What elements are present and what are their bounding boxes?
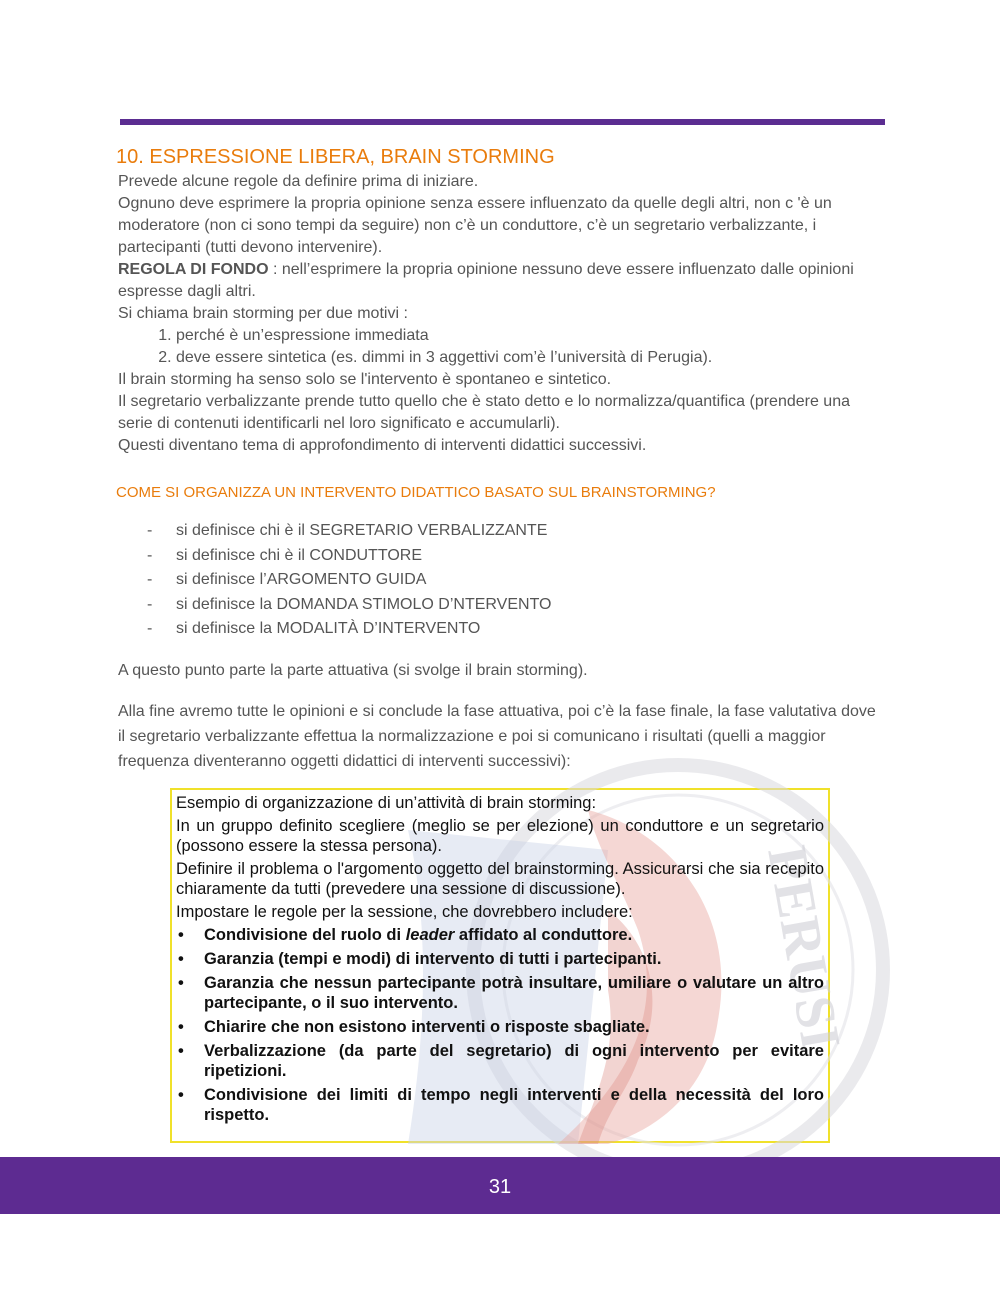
list-item: • Condivisione dei limiti di tempo negli interventi e della necessità del loro rispetto. [178,1086,824,1124]
header-rule [120,119,885,125]
list-item: • Verbalizzazione (da parte del segretario) di ogni intervento per evitare ripetizioni. [178,1042,824,1080]
phase-paragraph: A questo punto parte la parte attuativa (si svolge il brain storming). [118,661,588,679]
rule-text: : nell’esprimere la propria opinione nessuno deve essere influenzato dalle opinioni espresse dagli altri. [118,261,854,300]
spontaneity-paragraph: Il brain storming ha senso solo se l'intervento è spontaneo e sintetico. [118,371,612,388]
example-line: In un gruppo definito scegliere (meglio se per elezione) un conduttore e un segretario (possono essere la stessa persona). [176,817,824,855]
list-item: 2. deve essere sintetica (es. dimmi in 3 aggettivi com’è l’università di Perugia). [176,347,884,369]
list-item: - si definisce l’ARGOMENTO GUIDA [118,568,884,593]
list-item: 1. perché è un’espressione immediata [176,325,884,347]
page-number: 31 [488,1176,512,1198]
dash-marker: - [147,522,153,539]
bullet-marker: • [178,1042,184,1060]
bullet-marker: • [178,950,184,968]
example-box [170,788,852,1143]
example-text [176,793,824,1125]
topics-paragraph: Questi diventano tema di approfondimento di interventi didattici successivi. [118,437,647,454]
dash-marker: - [147,571,153,588]
leader-emphasis: leader [405,926,455,944]
bullet-marker: • [178,974,184,992]
organize-heading: COME SI ORGANIZZA UN INTERVENTO DIDATTICO BASATO SUL BRAINSTORMING? [116,484,716,501]
example-heading: Esempio di organizzazione di un’attività di brain storming: [176,794,597,812]
seal-watermark-text: PERUSI [755,841,852,1055]
list-item: • Garanzia che nessun partecipante potrà insultare, umiliare o valutare un altro partecipante, o il suo intervento. [178,974,824,1012]
bullet-marker: • [178,1086,184,1104]
list-item: • Garanzia (tempi e modi) di intervento di tutti i partecipanti. [178,950,662,968]
rule-label: REGOLA DI FONDO [118,261,269,278]
steps-list [118,519,884,642]
list-item: - si definisce chi è il CONDUTTORE [118,544,884,569]
section-title: 10. ESPRESSIONE LIBERA, BRAIN STORMING [116,146,555,168]
example-line: Impostare le regole per la sessione, che dovrebbero includere: [176,903,633,921]
example-line: Definire il problema o l'argomento oggetto del brainstorming. Assicurarsi che sia recepito chiaramente da tutti (prevedere una sessione di discussione). [176,860,824,898]
intro-paragraph: Prevede alcune regole da definire prima di iniziare. [118,173,479,190]
dash-marker: - [147,620,153,637]
list-item: • Chiarire che non esistono interventi o risposte sbagliate. [178,1018,650,1036]
page-content [118,143,884,774]
dash-marker: - [147,595,153,613]
reasons-intro: Si chiama brain storming per due motivi : [118,305,408,322]
secretary-paragraph: Il segretario verbalizzante prende tutto quello che è stato detto e lo normalizza/quantifica (prendere una serie di contenuti identificarli nel loro significato e accumularli). [118,393,850,432]
final-paragraph: Alla fine avremo tutte le opinioni e si conclude la fase attuativa, poi c’è la fase finale, la fase valutativa dove il segretario verbalizzante effettua la normalizzazione e poi si comunicano i risultati (quelli a maggior frequenza diventeranno oggetti didattici di interventi successivi): [118,702,876,770]
reasons-list [118,325,884,369]
list-item: • Condivisione del ruolo di leader affidato al conduttore. [178,926,633,944]
bullet-marker: • [178,926,184,944]
rule-paragraph [118,259,884,303]
list-item: - si definisce la DOMANDA STIMOLO D’NTERVENTO [118,593,884,618]
example-rules-list [176,925,824,1125]
dash-marker: - [147,546,153,564]
list-item: - si definisce chi è il SEGRETARIO VERBALIZZANTE [118,519,884,544]
description-paragraph: Ognuno deve esprimere la propria opinione senza essere influenzato da quelle degli altri, non c 'è un moderatore (non ci sono tempi da seguire) non c’è un conduttore, c’è un segretario verbalizzante, i partecipanti (tutti devono intervenire). [118,195,832,256]
list-item: - si definisce la MODALITÀ D’INTERVENTO [118,617,884,642]
bullet-marker: • [178,1018,184,1036]
